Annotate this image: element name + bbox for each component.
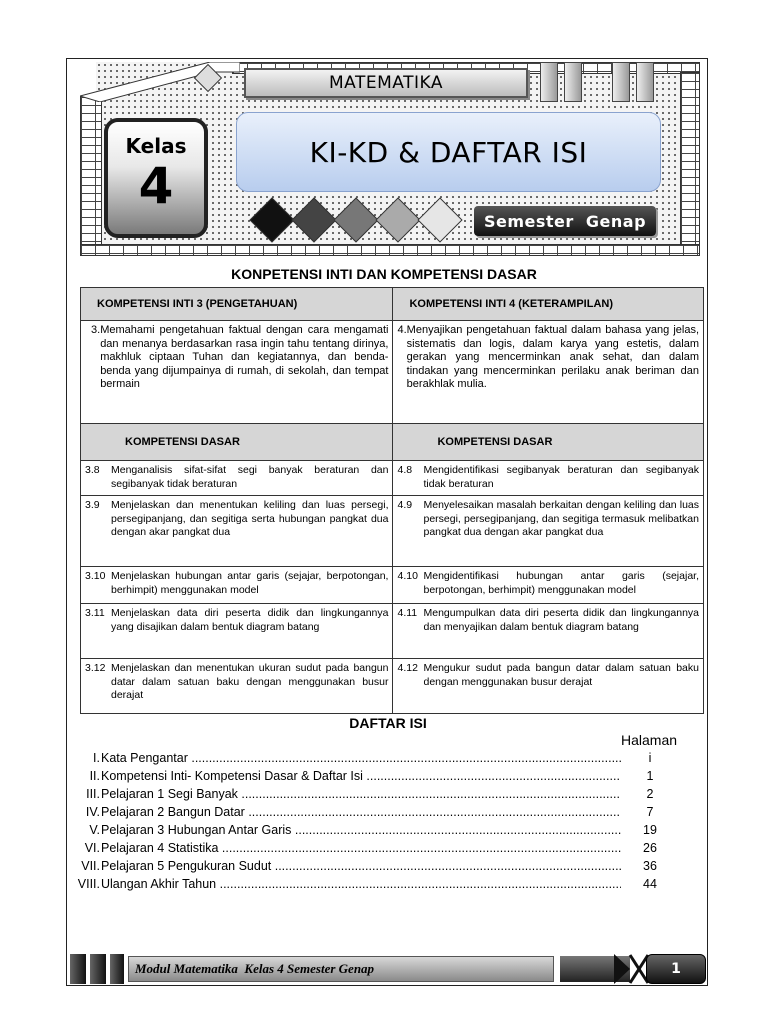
page-number: 1 bbox=[671, 961, 681, 977]
toc-roman-numeral: III. bbox=[86, 787, 100, 801]
ki4-number: 4. bbox=[397, 324, 407, 336]
toc-roman-numeral: VI. bbox=[84, 841, 100, 855]
kd-number: 4.11 bbox=[397, 607, 418, 619]
kd-number: 3.11 bbox=[85, 607, 105, 619]
page-title bbox=[236, 112, 661, 192]
kd-content bbox=[397, 607, 699, 634]
page-number-badge bbox=[646, 954, 706, 984]
kd4-cell bbox=[393, 461, 704, 496]
kd-right-header: KOMPETENSI DASAR bbox=[393, 424, 704, 461]
toc-title: DAFTAR ISI bbox=[349, 715, 427, 731]
header-tab-2 bbox=[564, 62, 582, 102]
kd4-cell bbox=[393, 659, 704, 714]
footer-block-2 bbox=[90, 954, 106, 984]
toc-item-label: Kata Pengantar ..... bbox=[101, 749, 621, 767]
kd-text: Menjelaskan hubungan antar garis (sejajar, berpotongan, berhimpit) menggunakan model bbox=[111, 570, 389, 596]
toc-roman-numeral: IV. bbox=[85, 805, 100, 819]
kd-content bbox=[397, 499, 699, 540]
kd-text: Menjelaskan dan menentukan keliling dan luas persegi, persegipanjang, dan segitiga serta hubungan pangkat dua dengan akar pangkat dua bbox=[111, 499, 389, 538]
ki4-text: Menyajikan pengetahuan faktual dalam bahasa yang jelas, sistematis dan logis, dalam karya yang estetis, dalam gerakan yang mencerminkan anak sehat, dan dalam tindakan yang mencerminkan perilaku anak beriman dan berakhlak mulia. bbox=[406, 324, 699, 390]
kd-row bbox=[81, 496, 704, 567]
kd4-cell bbox=[393, 604, 704, 659]
toc-roman-numeral: II. bbox=[89, 769, 100, 783]
ki3-cell bbox=[81, 321, 393, 424]
header-tab-1 bbox=[540, 62, 558, 102]
kd-text: Mengukur sudut pada bangun datar dalam satuan baku dengan menggunakan busur derajat bbox=[423, 662, 699, 688]
toc-list bbox=[60, 749, 680, 893]
ki4-cell bbox=[393, 321, 704, 424]
kd-number: 3.10 bbox=[85, 570, 106, 582]
toc-item bbox=[60, 857, 680, 875]
ki3-number: 3. bbox=[91, 324, 101, 336]
brick-wall-right bbox=[680, 72, 700, 254]
kd-text: Mengumpulkan data diri peserta didik dan lingkungannya dan menyajikan dalam bentuk diagram batang bbox=[423, 607, 699, 633]
brick-wall-left bbox=[80, 96, 102, 256]
kelas-number: 4 bbox=[138, 157, 174, 215]
ki-content-row bbox=[81, 321, 704, 424]
toc-item-page: 26 bbox=[643, 841, 657, 855]
kelas-label: Kelas bbox=[125, 134, 187, 158]
subject-banner bbox=[244, 68, 528, 98]
toc-roman-numeral: VIII. bbox=[77, 877, 100, 891]
kd-number: 3.9 bbox=[85, 499, 100, 511]
toc-item bbox=[60, 803, 680, 821]
kd-left-header: KOMPETENSI DASAR bbox=[81, 424, 393, 461]
ki-header-row bbox=[81, 288, 704, 321]
kelas-badge bbox=[104, 118, 208, 238]
ki3-content bbox=[91, 324, 388, 392]
toc-item-label: Pelajaran 4 Statistika ..... bbox=[101, 839, 621, 857]
footer-bar bbox=[128, 956, 554, 982]
kd-number: 3.12 bbox=[85, 662, 106, 674]
toc-item-page: 36 bbox=[643, 859, 657, 873]
ki4-header: KOMPETENSI INTI 4 (KETERAMPILAN) bbox=[393, 288, 704, 321]
ki3-header: KOMPETENSI INTI 3 (PENGETAHUAN) bbox=[81, 288, 393, 321]
toc-roman-numeral: I. bbox=[93, 751, 100, 765]
toc-item-label: Pelajaran 5 Pengukuran Sudut ..... bbox=[101, 857, 621, 875]
toc-item-label: Kompetensi Inti- Kompetensi Dasar & Daftar Isi ..... bbox=[101, 767, 621, 785]
toc-item-label: Pelajaran 3 Hubungan Antar Garis ..... bbox=[101, 821, 621, 839]
kd3-cell bbox=[81, 496, 393, 567]
kd-row bbox=[81, 659, 704, 714]
kd-content bbox=[397, 662, 699, 689]
semester-label: Semester Genap bbox=[483, 211, 647, 231]
kd-content bbox=[397, 570, 699, 597]
footer-block-3 bbox=[110, 954, 124, 984]
kd-rows bbox=[81, 461, 704, 714]
toc-roman-numeral: VII. bbox=[81, 859, 100, 873]
kd-number: 4.9 bbox=[397, 499, 413, 511]
kd-content bbox=[85, 570, 388, 597]
ki-section-title: KONPETENSI INTI DAN KOMPETENSI DASAR bbox=[231, 266, 537, 282]
toc-item-label: Pelajaran 2 Bangun Datar ..... bbox=[101, 803, 621, 821]
header-tab-3 bbox=[612, 62, 630, 102]
kd4-cell bbox=[393, 496, 704, 567]
brick-wall-bottom bbox=[80, 244, 700, 256]
kd-content bbox=[85, 662, 388, 703]
kd3-cell bbox=[81, 461, 393, 496]
toc-roman-numeral: V. bbox=[89, 823, 100, 837]
toc-item bbox=[60, 821, 680, 839]
kd-row bbox=[81, 567, 704, 604]
kd-text: Menjelaskan data diri peserta didik dan lingkungannya yang disajikan dalam bentuk diagram batang bbox=[111, 607, 389, 633]
toc-item-label: Ulangan Akhir Tahun ..... bbox=[101, 875, 621, 893]
kd3-cell bbox=[81, 604, 393, 659]
kd-content bbox=[85, 607, 388, 634]
toc-item bbox=[60, 749, 680, 767]
toc-item-page: 1 bbox=[646, 769, 654, 783]
ki3-text: Memahami pengetahuan faktual dengan cara mengamati dan menanya berdasarkan rasa ingin tahu tentang dirinya, makhluk ciptaan Tuhan dan kegiatannya, dan benda-benda yang dijumpainya di rumah, di sekolah, dan tempat bermain bbox=[100, 324, 389, 390]
toc-item-label: Pelajaran 1 Segi Banyak ..... bbox=[101, 785, 621, 803]
toc-item-page: 44 bbox=[643, 877, 657, 891]
kd-content bbox=[85, 464, 388, 491]
kd-header-row bbox=[81, 424, 704, 461]
kd-text: Menjelaskan dan menentukan ukuran sudut pada bangun datar dalam satuan baku dengan menggunakan busur derajat bbox=[111, 662, 389, 701]
kd3-cell bbox=[81, 659, 393, 714]
kd-text: Mengidentifikasi hubungan antar garis (sejajar, berpotongan, berhimpit) menggunakan model bbox=[423, 570, 699, 596]
kd3-cell bbox=[81, 567, 393, 604]
page-title-text: KI-KD & DAFTAR ISI bbox=[309, 135, 588, 169]
toc-item-page: i bbox=[648, 751, 652, 765]
toc-item-page: 19 bbox=[643, 823, 657, 837]
toc-item bbox=[60, 785, 680, 803]
kd-text: Menganalisis sifat-sifat segi banyak beraturan dan segibanyak tidak beraturan bbox=[111, 464, 389, 490]
toc-item-page: 7 bbox=[646, 805, 654, 819]
kd-row bbox=[81, 461, 704, 496]
footer-block-1 bbox=[70, 954, 86, 984]
toc-item bbox=[60, 839, 680, 857]
footer-module-label: Modul Matematika Kelas 4 Semester Genap bbox=[135, 961, 375, 976]
kd-number: 3.8 bbox=[85, 464, 100, 476]
kd-text: Menyelesaikan masalah berkaitan dengan keliling dan luas persegi, persegipanjang, dan segitiga termasuk melibatkan pangkat dua dengan akar pangkat dua bbox=[423, 499, 699, 538]
kd-text: Mengidentifikasi segibanyak beraturan dan segibanyak tidak beraturan bbox=[423, 464, 699, 490]
toc-item-page: 2 bbox=[646, 787, 654, 801]
kd-number: 4.10 bbox=[397, 570, 418, 582]
ki4-content bbox=[397, 324, 699, 392]
subject-label: MATEMATIKA bbox=[329, 73, 443, 93]
toc-item bbox=[60, 875, 680, 893]
toc-item bbox=[60, 767, 680, 785]
toc-page-header: Halaman bbox=[621, 732, 678, 748]
kd-row bbox=[81, 604, 704, 659]
kd-content bbox=[85, 499, 388, 540]
kd-number: 4.12 bbox=[397, 662, 418, 674]
header-tab-4 bbox=[636, 62, 654, 102]
kd-content bbox=[397, 464, 699, 491]
kd4-cell bbox=[393, 567, 704, 604]
kd-number: 4.8 bbox=[397, 464, 413, 476]
ki-kd-table bbox=[80, 287, 704, 714]
semester-badge bbox=[474, 206, 656, 236]
